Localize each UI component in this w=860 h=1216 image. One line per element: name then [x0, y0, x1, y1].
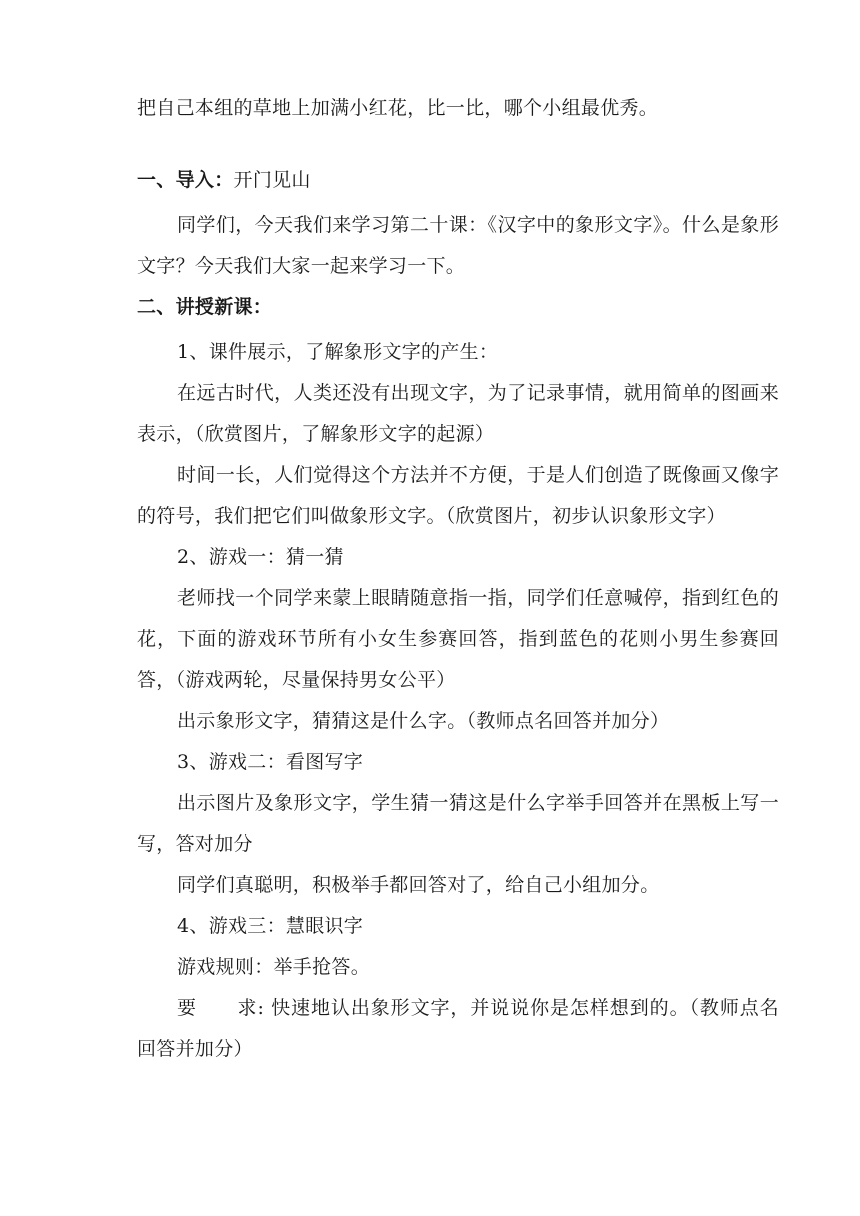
section1-label: 一、导入： [137, 169, 234, 191]
section2-heading: 二、讲授新课： [137, 296, 273, 318]
section1-rest: 开门见山 [233, 169, 311, 191]
item3-title: 3、游戏二：看图写字 [177, 751, 364, 773]
item1-paragraph-2: 时间一长，人们觉得这个方法并不方便，于是人们创造了既像画又像字的符号，我们把它们叫做象形文字。（欣赏图片，初步认识象形文字） [137, 464, 779, 527]
intro-line: 把自己本组的草地上加满小红花，比一比，哪个小组最优秀。 [137, 97, 659, 119]
item4-requirement-a: 要 [177, 997, 197, 1019]
document-page [137, 88, 779, 1070]
item4-requirement [137, 988, 779, 1070]
item1-paragraph-1: 在远古时代，人类还没有出现文字，为了记录事情，就用简单的图画来表示，（欣赏图片，了解象形文字的起源） [137, 382, 779, 445]
item2-paragraph-1: 老师找一个同学来蒙上眼睛随意指一指，同学们任意喊停，指到红色的花，下面的游戏环节所有小女生参赛回答，指到蓝色的花则小男生参赛回答，（游戏两轮，尽量保持男女公平） [137, 587, 779, 691]
item4-requirement-b: 求: 快速地认出象形文字，并说说你是怎样想到的。（教师点名回答并加分） [137, 997, 779, 1060]
item3-paragraph-2: 同学们真聪明，积极举手都回答对了，给自己小组加分。 [177, 874, 660, 896]
item4-rule: 游戏规则：举手抢答。 [177, 956, 371, 978]
item2-paragraph-2: 出示象形文字，猜猜这是什么字。（教师点名回答并加分） [177, 710, 670, 732]
item3-paragraph-1: 出示图片及象形文字，学生猜一猜这是什么字举手回答并在黑板上写一写，答对加分 [137, 792, 779, 855]
section1-heading [137, 160, 779, 201]
item1-title: 1、课件展示，了解象形文字的产生： [177, 341, 499, 363]
item2-title: 2、游戏一：猜一猜 [177, 546, 344, 568]
section1-paragraph: 同学们，今天我们来学习第二十课：《汉字中的象形文字》。什么是象形文字？今天我们大家一起来学习一下。 [137, 214, 779, 277]
item4-title: 4、游戏三：慧眼识字 [177, 915, 364, 937]
